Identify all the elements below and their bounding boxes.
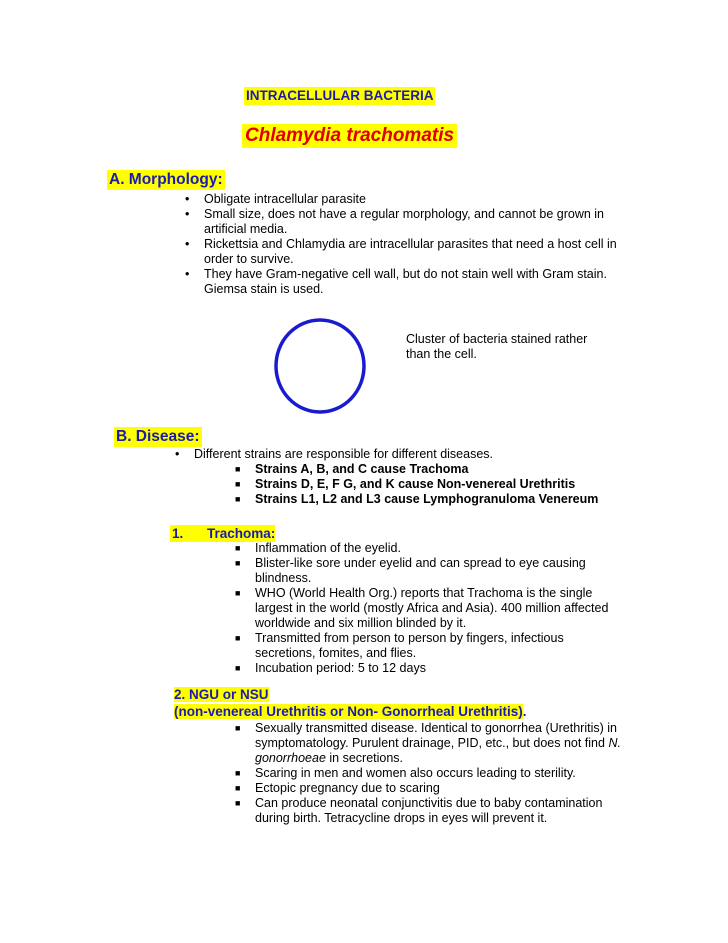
bullet-icon: • (185, 192, 190, 206)
subsection-heading-trachoma: 1. Trachoma: (172, 526, 276, 541)
list-item: ■ Incubation period: 5 to 12 days (235, 661, 426, 675)
list-item: ■ Inflammation of the eyelid. (235, 541, 401, 555)
list-item: ■ Strains L1, L2 and L3 cause Lymphogranuloma Venereum (235, 492, 599, 506)
list-item: • Different strains are responsible for different diseases. (175, 447, 493, 461)
bullet-icon: • (175, 447, 180, 461)
page-title: INTRACELLULAR BACTERIA (246, 88, 434, 103)
ngu-heading-line1: 2. NGU or NSU (174, 687, 269, 702)
section-heading-disease: B. Disease: (116, 428, 200, 445)
list-item: ■ Strains A, B, and C cause Trachoma (235, 462, 469, 476)
square-bullet-icon: ■ (235, 494, 241, 504)
list-item: ■ Transmitted from person to person by fingers, infectious secretions, fomites, and flies. (235, 631, 564, 660)
bullet-icon: • (185, 207, 190, 221)
square-bullet-icon: ■ (235, 543, 241, 553)
list-item: • Small size, does not have a regular morphology, and cannot be grown in artificial media. (185, 207, 605, 236)
organism-subtitle: Chlamydia trachomatis (242, 124, 457, 148)
strains-list (232, 462, 652, 507)
trachoma-list (232, 541, 622, 676)
list-item: ■ Sexually transmitted disease. Identical to gonorrhea (Urethritis) in symptomatology. Purulent drainage, PID, etc., but does not find N. gonorrhoeae in secretions. (235, 721, 621, 765)
square-bullet-icon: ■ (235, 464, 241, 474)
section-heading-morphology: A. Morphology: (109, 171, 223, 188)
morphology-list (182, 192, 622, 297)
disease-intro (172, 447, 612, 462)
square-bullet-icon: ■ (235, 768, 241, 778)
square-bullet-icon: ■ (235, 588, 241, 598)
subsection-heading-ngu (174, 686, 527, 720)
square-bullet-icon: ■ (235, 723, 241, 733)
ngu-list (232, 721, 627, 826)
list-item: ■ WHO (World Health Org.) reports that Trachoma is the single largest in the world (mostly Africa and Asia). 400 million affected worldwide and six million blinded by it. (235, 586, 609, 630)
square-bullet-icon: ■ (235, 783, 241, 793)
square-bullet-icon: ■ (235, 633, 241, 643)
square-bullet-icon: ■ (235, 479, 241, 489)
square-bullet-icon: ■ (235, 558, 241, 568)
list-item: ■ Strains D, E, F G, and K cause Non-venereal Urethritis (235, 477, 576, 491)
square-bullet-icon: ■ (235, 798, 241, 808)
list-item: ■ Ectopic pregnancy due to scaring (235, 781, 440, 795)
bacteria-cluster-circle (272, 316, 368, 416)
list-item: • They have Gram-negative cell wall, but do not stain well with Gram stain. Giemsa stain is used. (185, 267, 607, 296)
figure-caption: Cluster of bacteria stained rather than the cell. (406, 332, 588, 361)
list-item: • Rickettsia and Chlamydia are intracellular parasites that need a host cell in order to survive. (185, 237, 617, 266)
ngu-heading-period: . (522, 704, 527, 719)
square-bullet-icon: ■ (235, 663, 241, 673)
list-item: • Obligate intracellular parasite (185, 192, 366, 206)
list-item: ■ Can produce neonatal conjunctivitis due to baby contamination during birth. Tetracycline drops in eyes will prevent it. (235, 796, 603, 825)
bullet-icon: • (185, 237, 190, 251)
list-item: ■ Scaring in men and women also occurs leading to sterility. (235, 766, 576, 780)
bullet-icon: • (185, 267, 190, 281)
list-item: ■ Blister-like sore under eyelid and can spread to eye causing blindness. (235, 556, 586, 585)
ngu-heading-line2: (non-venereal Urethritis or Non- Gonorrheal Urethritis) (174, 704, 523, 719)
